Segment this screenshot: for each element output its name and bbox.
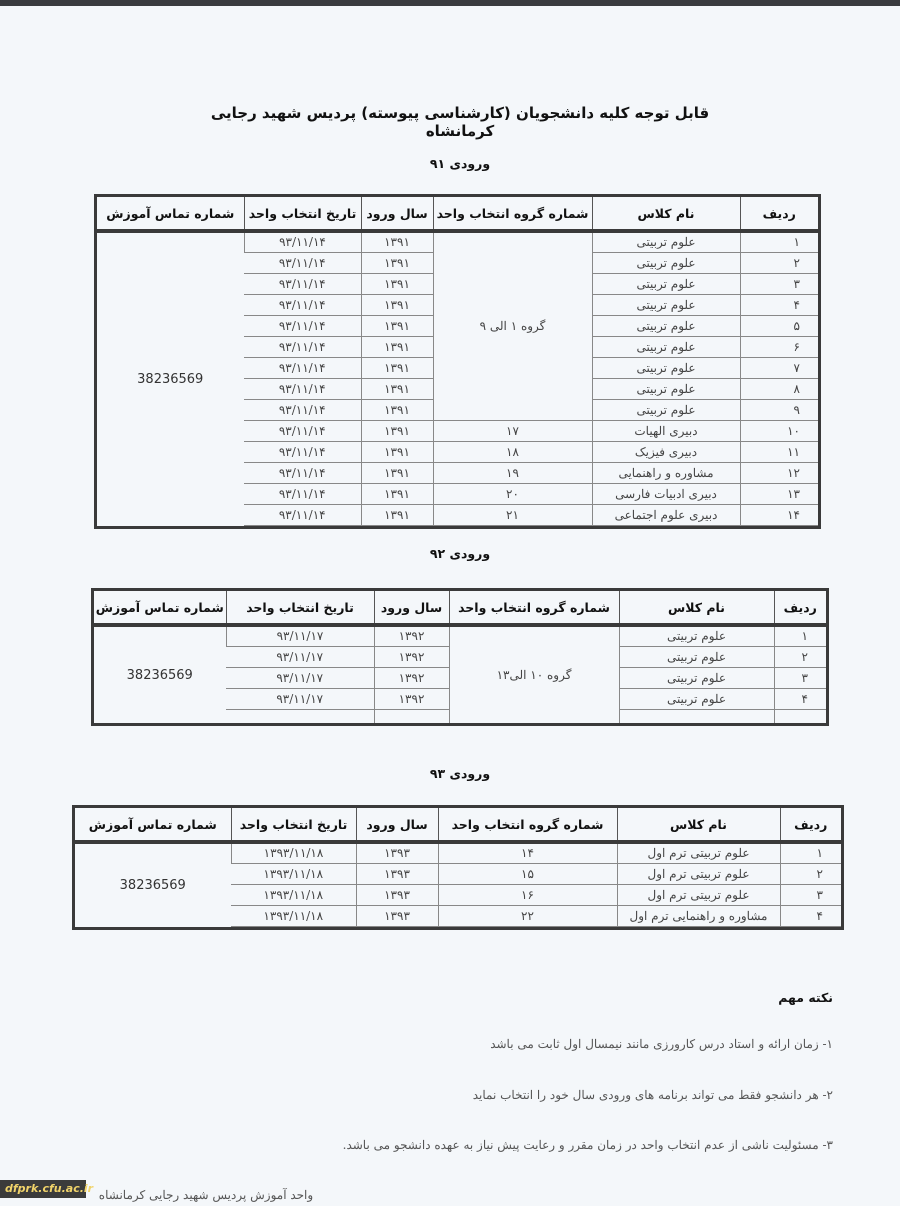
col-phone: شماره تماس آموزش [97, 197, 244, 231]
contact-phone: 38236569 [119, 877, 186, 893]
row-number: ۱ [774, 625, 826, 646]
watermark-prefix: dfprk [5, 1182, 39, 1195]
group-number: ۲۲ [438, 905, 617, 926]
page-title: قابل توجه کلیه دانشجویان (کارشناسی پیوسته) پردیس شهید رجایی کرمانشاه [210, 104, 710, 140]
entry-year: ۱۳۹۱ [361, 336, 433, 357]
selection-date: ۹۳/۱۱/۱۴ [244, 441, 361, 462]
class-name: علوم تربیتی [619, 667, 774, 688]
entry-year: ۱۳۹۲ [374, 667, 449, 688]
section-label-92: ورودی ۹۲ [429, 546, 491, 561]
class-name: دبیری علوم اجتماعی [592, 504, 740, 525]
selection-date: ۹۳/۱۱/۱۴ [244, 378, 361, 399]
note-item-1: ۱- زمان ارائه و استاد درس کارورزی مانند نیمسال اول ثابت می باشد [490, 1037, 833, 1051]
table-header [97, 197, 818, 231]
class-name: علوم تربیتی [592, 336, 740, 357]
selection-date: ۱۳۹۳/۱۱/۱۸ [231, 884, 356, 905]
col-group: شماره گروه انتخاب واحد [438, 808, 617, 842]
entry-year: ۱۳۹۱ [361, 252, 433, 273]
row-number: ۱ [780, 842, 841, 863]
entry-year: ۱۳۹۱ [361, 294, 433, 315]
class-name: علوم تربیتی [592, 252, 740, 273]
col-date: تاریخ انتخاب واحد [244, 197, 361, 231]
row-number: ۴ [780, 905, 841, 926]
col-phone: شماره تماس آموزش [94, 591, 226, 625]
col-date: تاریخ انتخاب واحد [231, 808, 356, 842]
col-date: تاریخ انتخاب واحد [226, 591, 374, 625]
selection-date: ۹۳/۱۱/۱۷ [226, 646, 374, 667]
group-number: ۱۵ [438, 863, 617, 884]
class-name: دبیری فیزیک [592, 441, 740, 462]
entry-year: ۱۳۹۱ [361, 441, 433, 462]
group-number: گروه ۱ الی ۹ [433, 231, 592, 420]
watermark-domain: .cfu.ac.ir [38, 1182, 94, 1195]
col-row: ردیف [774, 591, 826, 625]
entry-year: ۱۳۹۲ [374, 688, 449, 709]
selection-date: ۹۳/۱۱/۱۴ [244, 399, 361, 420]
site-watermark-link[interactable] [0, 1180, 94, 1198]
entry-year: ۱۳۹۳ [356, 842, 438, 863]
col-class-name: نام کلاس [619, 591, 774, 625]
row-number: ۲ [774, 646, 826, 667]
class-name: مشاوره و راهنمایی ترم اول [617, 905, 780, 926]
col-entry-year: سال ورود [356, 808, 438, 842]
col-row: ردیف [740, 197, 818, 231]
row-number: ۳ [780, 884, 841, 905]
table-header [94, 591, 826, 625]
class-name: علوم تربیتی ترم اول [617, 842, 780, 863]
table-entry-91 [94, 194, 821, 529]
section-label-93: ورودی ۹۳ [429, 766, 491, 781]
class-name: علوم تربیتی [592, 357, 740, 378]
row-number: ۲ [780, 863, 841, 884]
note-item-2: ۲- هر دانشجو فقط می تواند برنامه های ورودی سال خود را انتخاب نماید [472, 1088, 833, 1102]
table-row [94, 625, 826, 646]
selection-date: ۹۳/۱۱/۱۴ [244, 357, 361, 378]
group-number: گروه ۱۰ الی۱۳ [449, 625, 619, 723]
row-number: ۲ [740, 252, 818, 273]
selection-date: ۹۳/۱۱/۱۴ [244, 462, 361, 483]
selection-date: ۹۳/۱۱/۱۷ [226, 667, 374, 688]
col-group: شماره گروه انتخاب واحد [449, 591, 619, 625]
selection-date: ۹۳/۱۱/۱۷ [226, 625, 374, 646]
section-label-91: ورودی ۹۱ [429, 156, 491, 171]
class-name: علوم تربیتی [592, 315, 740, 336]
group-number: ۱۸ [433, 441, 592, 462]
row-number: ۸ [740, 378, 818, 399]
class-name: علوم تربیتی [592, 378, 740, 399]
entry-year: ۱۳۹۲ [374, 646, 449, 667]
class-name: مشاوره و راهنمایی [592, 462, 740, 483]
row-number: ۳ [774, 667, 826, 688]
selection-date: ۹۳/۱۱/۱۴ [244, 315, 361, 336]
group-number: ۲۰ [433, 483, 592, 504]
group-number: ۱۴ [438, 842, 617, 863]
entry-year: ۱۳۹۱ [361, 273, 433, 294]
class-name: علوم تربیتی [592, 399, 740, 420]
entry-year: ۱۳۹۲ [374, 625, 449, 646]
col-row: ردیف [780, 808, 841, 842]
selection-date: ۹۳/۱۱/۱۴ [244, 252, 361, 273]
row-number: ۴ [774, 688, 826, 709]
table-entry-93 [72, 805, 844, 930]
row-number: ۴ [740, 294, 818, 315]
table-entry-92 [91, 588, 829, 726]
entry-year: ۱۳۹۱ [361, 357, 433, 378]
entry-year: ۱۳۹۱ [361, 315, 433, 336]
selection-date: ۹۳/۱۱/۱۴ [244, 231, 361, 252]
class-name: علوم تربیتی ترم اول [617, 884, 780, 905]
row-number: ۱ [740, 231, 818, 252]
group-number: ۱۶ [438, 884, 617, 905]
row-number: ۱۳ [740, 483, 818, 504]
row-number: ۱۴ [740, 504, 818, 525]
top-border-bar [0, 0, 900, 6]
note-item-3: ۳- مسئولیت ناشی از عدم انتخاب واحد در زمان مقرر و رعایت پیش نیاز به عهده دانشجو می باشد. [342, 1138, 833, 1152]
entry-year: ۱۳۹۳ [356, 884, 438, 905]
contact-phone: 38236569 [126, 667, 193, 683]
table-row [75, 842, 841, 863]
entry-year: ۱۳۹۱ [361, 462, 433, 483]
entry-year: ۱۳۹۳ [356, 863, 438, 884]
row-number: ۹ [740, 399, 818, 420]
class-name: علوم تربیتی [592, 294, 740, 315]
row-number: ۱۱ [740, 441, 818, 462]
class-name: علوم تربیتی [619, 625, 774, 646]
entry-year: ۱۳۹۱ [361, 420, 433, 441]
row-number: ۶ [740, 336, 818, 357]
table-header [75, 808, 841, 842]
group-number: ۲۱ [433, 504, 592, 525]
class-name: علوم تربیتی [592, 273, 740, 294]
class-name: دبیری ادبیات فارسی [592, 483, 740, 504]
entry-year: ۱۳۹۱ [361, 483, 433, 504]
row-number: ۷ [740, 357, 818, 378]
selection-date: ۹۳/۱۱/۱۴ [244, 336, 361, 357]
class-name: علوم تربیتی [592, 231, 740, 252]
selection-date: ۹۳/۱۱/۱۴ [244, 420, 361, 441]
class-name: علوم تربیتی ترم اول [617, 863, 780, 884]
class-name: دبیری الهیات [592, 420, 740, 441]
class-name: علوم تربیتی [619, 688, 774, 709]
notes-title: نکته مهم [778, 990, 833, 1005]
blank-cell [619, 709, 774, 723]
group-number: ۱۷ [433, 420, 592, 441]
selection-date: ۹۳/۱۱/۱۴ [244, 504, 361, 525]
selection-date: ۹۳/۱۱/۱۷ [226, 688, 374, 709]
row-number: ۵ [740, 315, 818, 336]
col-entry-year: سال ورود [374, 591, 449, 625]
row-number: ۱۰ [740, 420, 818, 441]
footer-signature: واحد آموزش پردیس شهید رجایی کرمانشاه [98, 1188, 314, 1202]
group-number: ۱۹ [433, 462, 592, 483]
selection-date: ۱۳۹۳/۱۱/۱۸ [231, 905, 356, 926]
row-number: ۱۲ [740, 462, 818, 483]
entry-year: ۱۳۹۱ [361, 504, 433, 525]
entry-year: ۱۳۹۱ [361, 378, 433, 399]
selection-date: ۹۳/۱۱/۱۴ [244, 483, 361, 504]
table-row [97, 231, 818, 252]
selection-date: ۹۳/۱۱/۱۴ [244, 294, 361, 315]
class-name: علوم تربیتی [619, 646, 774, 667]
col-group: شماره گروه انتخاب واحد [433, 197, 592, 231]
selection-date: ۹۳/۱۱/۱۴ [244, 273, 361, 294]
entry-year: ۱۳۹۳ [356, 905, 438, 926]
row-number: ۳ [740, 273, 818, 294]
col-phone: شماره تماس آموزش [75, 808, 231, 842]
entry-year: ۱۳۹۱ [361, 231, 433, 252]
blank-cell [774, 709, 826, 723]
col-entry-year: سال ورود [361, 197, 433, 231]
selection-date: ۱۳۹۳/۱۱/۱۸ [231, 863, 356, 884]
entry-year: ۱۳۹۱ [361, 399, 433, 420]
col-class-name: نام کلاس [617, 808, 780, 842]
blank-cell [226, 709, 374, 723]
selection-date: ۱۳۹۳/۱۱/۱۸ [231, 842, 356, 863]
contact-phone: 38236569 [137, 371, 204, 387]
blank-cell [374, 709, 449, 723]
col-class-name: نام کلاس [592, 197, 740, 231]
